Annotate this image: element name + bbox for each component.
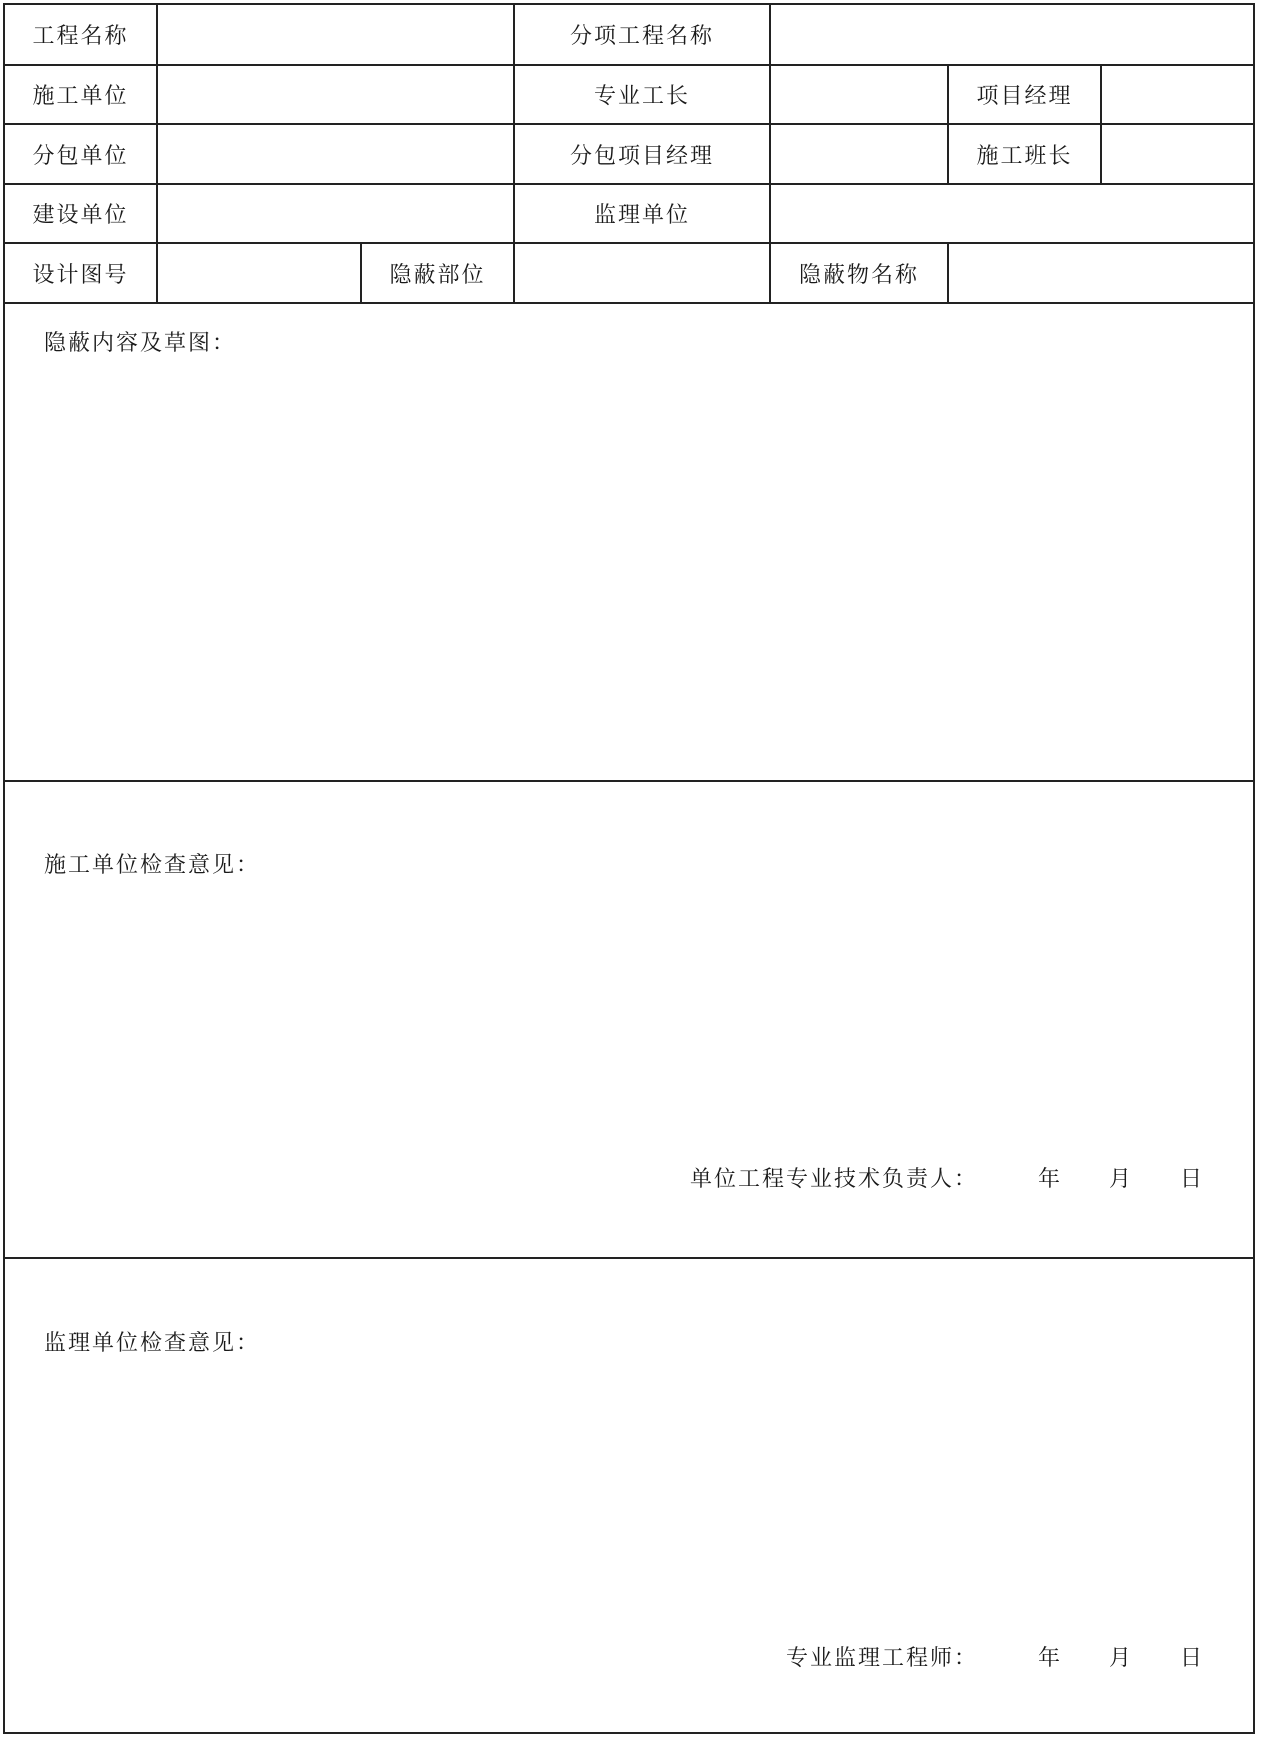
day-label: 日 — [1180, 1167, 1203, 1192]
concealed-content-label: 隐蔽内容及草图： — [44, 331, 237, 356]
month-label: 月 — [1109, 1646, 1132, 1671]
year-label: 年 — [1038, 1167, 1061, 1192]
subcontractor-label: 分包单位 — [32, 143, 129, 169]
drawing-number-label: 设计图号 — [32, 262, 129, 288]
concealed-item-field[interactable] — [949, 245, 1253, 301]
project-manager-field[interactable] — [1102, 66, 1253, 122]
project-name-field[interactable] — [158, 6, 513, 63]
sub-project-name-field[interactable] — [771, 6, 1253, 63]
owner-unit-field[interactable] — [158, 185, 513, 241]
subcontract-pm-label: 分包项目经理 — [569, 143, 714, 169]
contractor-signer-label: 单位工程专业技术负责人： — [690, 1167, 979, 1192]
concealed-content-field[interactable] — [6, 360, 1253, 778]
supervisor-signature-line — [786, 1641, 1202, 1672]
foreman-label: 专业工长 — [593, 84, 690, 109]
project-manager-label: 项目经理 — [976, 84, 1073, 109]
day-label: 日 — [1180, 1646, 1203, 1671]
subcontract-pm-field[interactable] — [771, 126, 947, 182]
section-divider — [3, 1257, 1255, 1259]
section-divider — [3, 780, 1255, 782]
foreman-field[interactable] — [771, 66, 947, 122]
drawing-number-field[interactable] — [158, 245, 360, 301]
subcontractor-field[interactable] — [158, 126, 513, 182]
supervision-unit-field[interactable] — [771, 185, 1253, 241]
project-name-label: 工程名称 — [32, 24, 129, 49]
contractor-opinion-field[interactable] — [6, 882, 1253, 1152]
supervision-unit-label: 监理单位 — [593, 203, 690, 228]
supervisor-signer-label: 专业监理工程师： — [786, 1646, 979, 1671]
concealed-item-label: 隐蔽物名称 — [798, 262, 919, 288]
row-divider — [3, 302, 1255, 304]
concealed-part-field[interactable] — [515, 245, 769, 301]
team-leader-field[interactable] — [1102, 126, 1253, 182]
construction-unit-label: 施工单位 — [32, 84, 129, 109]
concealed-part-label: 隐蔽部位 — [389, 262, 486, 288]
supervisor-opinion-field[interactable] — [6, 1360, 1253, 1630]
month-label: 月 — [1109, 1167, 1132, 1192]
sub-project-name-label: 分项工程名称 — [569, 24, 714, 49]
construction-unit-field[interactable] — [158, 66, 513, 122]
team-leader-label: 施工班长 — [976, 143, 1073, 169]
contractor-opinion-label: 施工单位检查意见： — [44, 853, 261, 878]
owner-unit-label: 建设单位 — [32, 203, 129, 228]
supervisor-opinion-label: 监理单位检查意见： — [44, 1331, 261, 1356]
row-divider — [3, 242, 1255, 244]
year-label: 年 — [1038, 1646, 1061, 1671]
contractor-signature-line — [690, 1162, 1202, 1193]
